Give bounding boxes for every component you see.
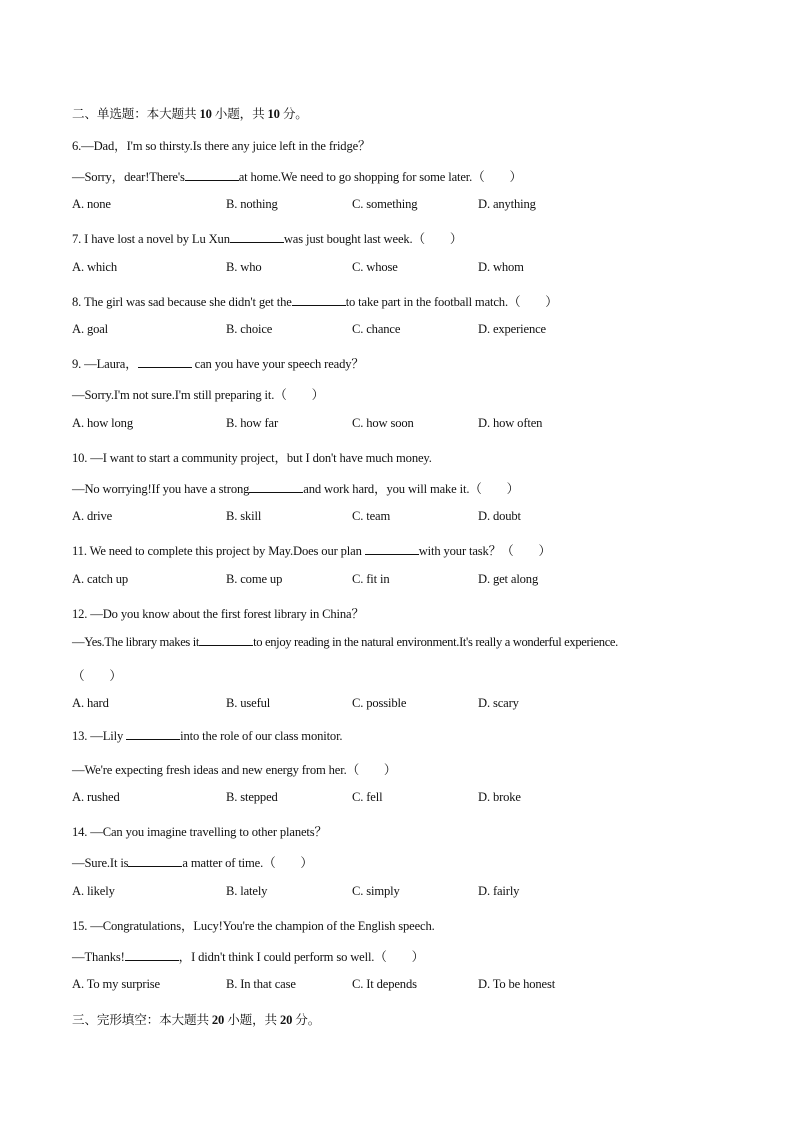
option-a[interactable]: A. how long xyxy=(72,416,133,430)
section-label: 二、单选题：本大题共 xyxy=(72,107,197,121)
answer-blank[interactable] xyxy=(126,728,180,740)
question-10-line-2 xyxy=(72,478,519,497)
option-d[interactable]: D. whom xyxy=(478,260,524,274)
option-a[interactable]: A. catch up xyxy=(72,572,129,586)
option-a[interactable]: A. likely xyxy=(72,884,115,898)
option-d[interactable]: D. scary xyxy=(478,696,519,710)
question-14-stem xyxy=(72,821,327,840)
option-b[interactable]: B. choice xyxy=(226,322,273,336)
question-11-stem xyxy=(72,540,551,559)
option-d[interactable]: D. broke xyxy=(478,790,521,804)
question-number: 9. xyxy=(72,357,82,371)
option-d[interactable]: D. experience xyxy=(478,322,546,336)
question-12-line-2 xyxy=(72,634,618,650)
question-text: —Yes.The library makes it xyxy=(72,635,200,649)
section-end: 分。 xyxy=(295,1013,321,1027)
question-text: —Can you imagine travelling to other planets？ xyxy=(90,825,327,839)
option-a[interactable]: A. none xyxy=(72,197,111,211)
question-number: 6. xyxy=(72,139,82,153)
section-count: 20 xyxy=(211,1013,225,1027)
option-c[interactable]: C. possible xyxy=(352,696,407,710)
question-13-line-2 xyxy=(72,759,396,778)
option-a[interactable]: A. To my surprise xyxy=(72,977,160,991)
question-text: —I want to start a community project，but I don't have much money. xyxy=(90,451,432,465)
question-10-stem xyxy=(72,447,432,466)
answer-blank[interactable] xyxy=(365,543,419,555)
option-a[interactable]: A. drive xyxy=(72,509,113,523)
question-6-stem xyxy=(72,135,370,154)
question-number: 13. xyxy=(72,729,88,743)
question-text: —Sorry，dear!There's xyxy=(72,170,185,184)
option-c[interactable]: C. fit in xyxy=(352,572,390,586)
question-text: with your task？（ ） xyxy=(418,544,551,558)
question-text: —Laura， xyxy=(84,357,138,371)
option-d[interactable]: D. doubt xyxy=(478,509,521,523)
section-mid: 小题，共 xyxy=(214,107,265,121)
question-text: —Thanks! xyxy=(72,950,125,964)
question-number: 8. xyxy=(72,295,82,309)
section-mid: 小题，共 xyxy=(227,1013,277,1027)
option-c[interactable]: C. team xyxy=(352,509,391,523)
answer-blank[interactable] xyxy=(199,634,253,646)
question-text: a matter of time.（ ） xyxy=(182,856,313,870)
question-text: The girl was sad because she didn't get the xyxy=(83,295,292,309)
question-number: 11. xyxy=(72,544,87,558)
option-a[interactable]: A. hard xyxy=(72,696,109,710)
option-a[interactable]: A. which xyxy=(72,260,117,274)
option-d[interactable]: D. fairly xyxy=(478,884,520,898)
option-c[interactable]: C. something xyxy=(352,197,418,211)
section-end: 分。 xyxy=(282,107,308,121)
question-text: at home.We need to go shopping for some later.（ ） xyxy=(238,170,522,184)
question-text: to take part in the football match.（ ） xyxy=(345,295,558,309)
answer-blank[interactable] xyxy=(138,356,192,368)
section-label: 三、完形填空：本大题共 xyxy=(72,1013,209,1027)
question-text: We need to complete this project by May.Does our plan xyxy=(89,544,362,558)
option-a[interactable]: A. rushed xyxy=(72,790,120,804)
answer-blank[interactable] xyxy=(128,855,182,867)
option-b[interactable]: B. who xyxy=(226,260,262,274)
option-d[interactable]: D. anything xyxy=(478,197,536,211)
section-score: 20 xyxy=(279,1013,293,1027)
answer-blank[interactable] xyxy=(185,169,239,181)
option-a[interactable]: A. goal xyxy=(72,322,109,336)
question-number: 15. xyxy=(72,919,88,933)
answer-blank[interactable] xyxy=(249,481,303,493)
section-heading-3 xyxy=(72,1009,320,1028)
question-number: 10. xyxy=(72,451,88,465)
option-b[interactable]: B. lately xyxy=(226,884,268,898)
question-text: —We're expecting fresh ideas and new energy from her.（ ） xyxy=(72,763,397,777)
question-9-line-2 xyxy=(72,384,324,403)
option-c[interactable]: C. simply xyxy=(352,884,400,898)
answer-blank[interactable] xyxy=(230,231,284,243)
question-text: to enjoy reading in the natural environment.It's really a wonderful experience. xyxy=(253,635,618,649)
answer-blank[interactable] xyxy=(292,294,346,306)
question-text: into the role of our class monitor. xyxy=(180,729,343,743)
question-15-stem xyxy=(72,915,435,934)
section-heading-2 xyxy=(72,103,308,122)
question-text: —Do you know about the first forest library in China？ xyxy=(90,607,364,621)
question-7-stem xyxy=(72,228,462,247)
question-text: —No worrying!If you have a strong xyxy=(72,482,250,496)
question-text: —Congratulations，Lucy!You're the champion of the English speech. xyxy=(90,919,435,933)
section-score: 10 xyxy=(267,107,280,121)
section-count: 10 xyxy=(199,107,212,121)
option-b[interactable]: B. In that case xyxy=(226,977,296,991)
question-text: —Lily xyxy=(90,729,124,743)
question-15-line-2 xyxy=(72,946,424,965)
question-number: 7. xyxy=(72,232,82,246)
question-13-stem xyxy=(72,728,342,744)
question-text: —Sure.It is xyxy=(72,856,129,870)
question-14-line-2 xyxy=(72,852,313,871)
option-b[interactable]: B. useful xyxy=(226,696,271,710)
question-number: 12. xyxy=(72,607,88,621)
question-6-line-2 xyxy=(72,166,522,185)
option-c[interactable]: C. how soon xyxy=(352,416,414,430)
question-text: and work hard，you will make it.（ ） xyxy=(303,482,520,496)
question-9-stem xyxy=(72,353,364,372)
question-12-stem xyxy=(72,603,364,622)
question-8-stem xyxy=(72,291,558,310)
question-text: —Sorry.I'm not sure.I'm still preparing it.（ ） xyxy=(72,388,325,402)
question-text: ，I didn't think I could perform so well.（ ） xyxy=(178,950,425,964)
option-d[interactable]: D. how often xyxy=(478,416,543,430)
option-c[interactable]: C. chance xyxy=(352,322,401,336)
option-b[interactable]: B. stepped xyxy=(226,790,278,804)
answer-blank[interactable] xyxy=(125,949,179,961)
option-c[interactable]: C. whose xyxy=(352,260,398,274)
question-text: I have lost a novel by Lu Xun xyxy=(84,232,230,246)
question-text: —Dad，I'm so thirsty.Is there any juice left in the fridge？ xyxy=(81,139,371,153)
option-c[interactable]: C. It depends xyxy=(352,977,417,991)
option-b[interactable]: B. how far xyxy=(226,416,279,430)
option-b[interactable]: B. skill xyxy=(226,509,262,523)
option-d[interactable]: D. get along xyxy=(478,572,539,586)
option-b[interactable]: B. come up xyxy=(226,572,283,586)
question-number: 14. xyxy=(72,825,88,839)
option-c[interactable]: C. fell xyxy=(352,790,383,804)
question-12-line-3 xyxy=(72,665,122,684)
question-text: was just bought last week.（ ） xyxy=(283,232,463,246)
answer-paren: （ ） xyxy=(72,669,122,683)
option-b[interactable]: B. nothing xyxy=(226,197,278,211)
question-text: can you have your speech ready？ xyxy=(194,357,364,371)
option-d[interactable]: D. To be honest xyxy=(478,977,556,991)
